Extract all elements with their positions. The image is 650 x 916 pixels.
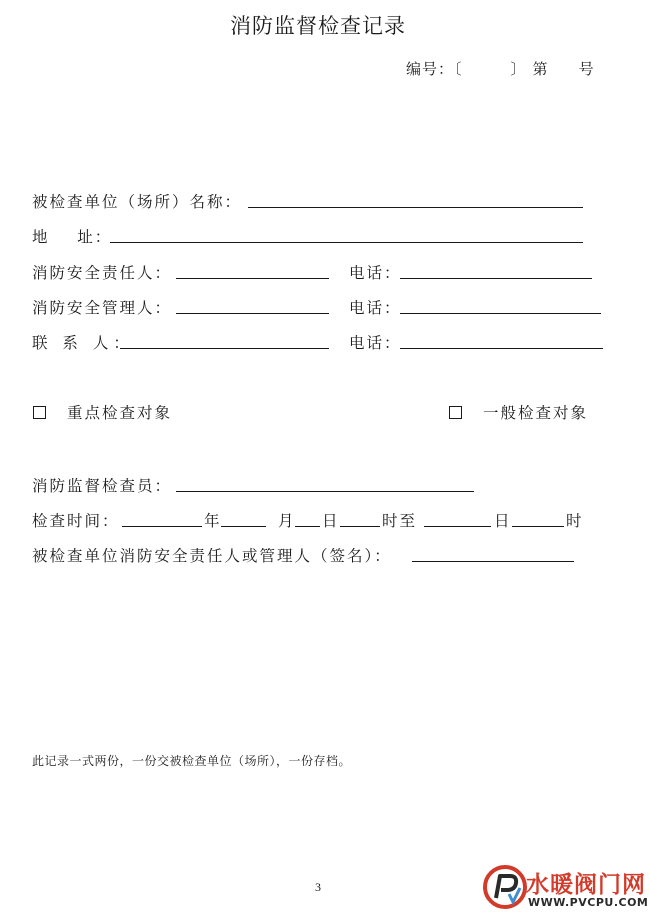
fire-responsible-label: 消防安全责任人：	[32, 264, 173, 282]
inspection-time-label: 检查时间：	[32, 512, 120, 530]
serial-di: 第	[532, 60, 549, 78]
contact-label: 联 系 人：	[32, 334, 134, 352]
fire-responsible-field[interactable]	[176, 278, 329, 279]
valve-emblem-icon	[482, 864, 528, 910]
page-number: 3	[315, 880, 321, 894]
hour-label: 时	[566, 512, 584, 530]
footer-note: 此记录一式两份，一份交被检查单位（场所），一份存档。	[32, 754, 352, 768]
general-target-option[interactable]	[449, 401, 588, 423]
general-target-label: 一般检查对象	[482, 404, 588, 422]
day-label: 日	[322, 512, 340, 530]
signature-field[interactable]	[412, 561, 574, 562]
address-field[interactable]	[110, 242, 583, 243]
watermark-url: WWW.PVCPU.COM	[528, 896, 649, 909]
month-field[interactable]	[221, 526, 266, 527]
address-label: 地 址：	[32, 228, 113, 246]
day-field[interactable]	[295, 526, 320, 527]
contact-field[interactable]	[120, 348, 329, 349]
inspector-label: 消防监督检查员：	[32, 477, 173, 495]
phone-label-2: 电话：	[349, 299, 402, 317]
key-target-label: 重点检查对象	[66, 404, 172, 422]
phone-field-3[interactable]	[400, 348, 603, 349]
unit-name-field[interactable]	[248, 207, 583, 208]
hour-from-field[interactable]	[340, 526, 380, 527]
page-title: 消防监督检查记录	[230, 14, 406, 38]
day2-field[interactable]	[424, 526, 491, 527]
phone-label-1: 电话：	[349, 264, 402, 282]
fire-manager-label: 消防安全管理人：	[32, 299, 173, 317]
day2-label: 日	[494, 512, 512, 530]
phone-field-2[interactable]	[400, 313, 601, 314]
phone-label-3: 电话：	[349, 334, 402, 352]
year-field[interactable]	[122, 526, 202, 527]
serial-close-bracket: 〕	[510, 60, 527, 78]
inspector-field[interactable]	[176, 491, 474, 492]
watermark-logo	[470, 860, 650, 916]
fire-manager-field[interactable]	[176, 313, 329, 314]
hour-to-label: 时至	[382, 512, 418, 530]
signature-label: 被检查单位消防安全责任人或管理人（签名）：	[32, 547, 392, 565]
serial-open-bracket: 〔	[454, 60, 463, 78]
month-label: 月	[278, 512, 296, 530]
serial-number	[406, 58, 595, 79]
serial-prefix: 编号：	[406, 60, 455, 78]
key-target-checkbox[interactable]	[33, 406, 46, 419]
key-target-option[interactable]	[33, 401, 172, 423]
serial-hao: 号	[578, 60, 595, 78]
phone-field-1[interactable]	[400, 278, 592, 279]
unit-name-label: 被检查单位（场所）名称：	[32, 193, 243, 211]
general-target-checkbox[interactable]	[449, 406, 462, 419]
watermark-name: 水暖阀门网	[526, 872, 646, 898]
year-label: 年	[204, 512, 222, 530]
hour-field[interactable]	[512, 526, 564, 527]
